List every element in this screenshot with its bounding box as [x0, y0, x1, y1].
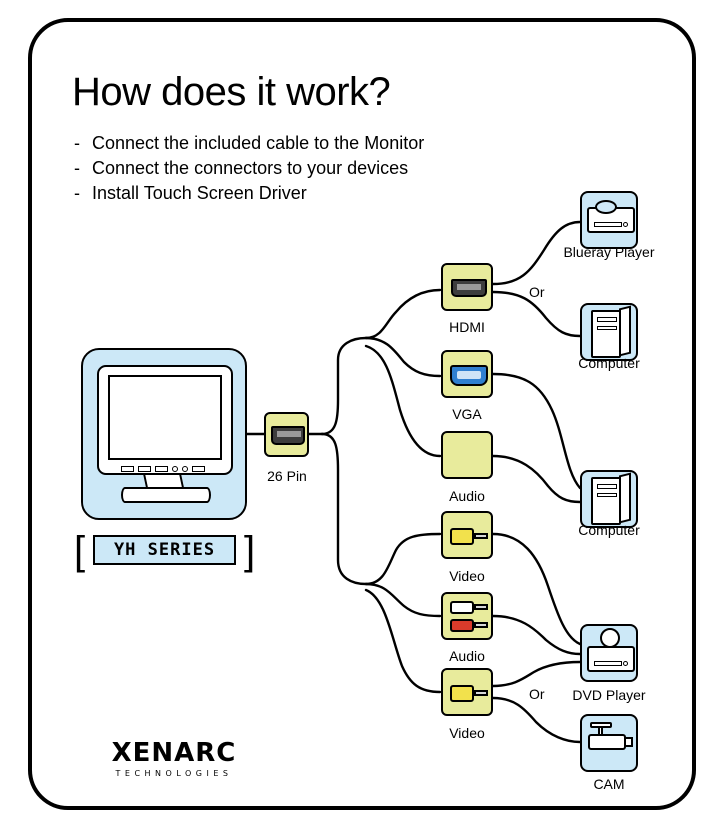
device-dvd-player-label: DVD Player [572, 687, 646, 703]
monitor-led [182, 466, 188, 472]
plug-26pin-icon [271, 426, 305, 445]
monitor-led [172, 466, 178, 472]
bullet-dash: - [74, 183, 80, 203]
list-item [74, 131, 554, 156]
bullet-text: Install Touch Screen Driver [92, 183, 307, 203]
monitor-stand-base [121, 487, 211, 503]
audio-plug-icon [443, 433, 491, 477]
brand-name: XENARC [111, 738, 237, 768]
instruction-list [74, 131, 554, 206]
device-computer-hdmi [580, 303, 638, 361]
bracket-left: [ [74, 529, 86, 573]
connector-video-bottom-label: Video [449, 725, 485, 741]
or-label-bottom: Or [529, 686, 545, 702]
connector-hdmi [441, 263, 493, 311]
page-title: How does it work? [72, 70, 391, 114]
device-cam [580, 714, 638, 772]
bracket-right: ] [244, 529, 256, 573]
vga-plug-icon [450, 365, 488, 386]
rca-yellow-icon [450, 528, 488, 545]
connector-video-bottom [441, 668, 493, 716]
or-label-top: Or [529, 284, 545, 300]
computer-tower-icon [591, 477, 621, 525]
device-cam-label: CAM [593, 776, 625, 792]
device-computer-hdmi-label: Computer [578, 355, 640, 371]
connector-audio-vga [441, 431, 493, 479]
monitor-bezel [97, 365, 233, 475]
connector-hdmi-label: HDMI [449, 319, 485, 335]
list-item [74, 181, 554, 206]
monitor-illustration [81, 348, 247, 520]
bullet-text: Connect the connectors to your devices [92, 158, 409, 178]
monitor-button-row [121, 464, 239, 474]
rca-white-icon [450, 601, 488, 618]
connector-26pin-label: 26 Pin [267, 468, 307, 484]
series-badge: YH SERIES [93, 535, 236, 565]
bullet-text: Connect the included cable to the Monitor [92, 133, 425, 153]
connector-vga [441, 350, 493, 398]
device-computer-vga-label: Computer [578, 522, 640, 538]
computer-tower-icon [591, 310, 621, 358]
connector-audio-rca [441, 592, 493, 640]
connector-video-top [441, 511, 493, 559]
dvd-player-icon [587, 646, 635, 672]
list-item [74, 156, 554, 181]
rca-red-icon [450, 619, 488, 636]
blueray-player-icon [587, 207, 635, 233]
device-dvd-player [580, 624, 638, 682]
camera-body-icon [588, 734, 626, 750]
connector-audio-vga-label: Audio [449, 488, 485, 504]
connector-audio-rca-label: Audio [449, 648, 485, 664]
brand-tagline: TECHNOLOGIES [115, 769, 233, 778]
monitor-button [121, 466, 134, 472]
connector-video-top-label: Video [449, 568, 485, 584]
monitor-button [155, 466, 168, 472]
rca-yellow-icon [450, 685, 488, 702]
camera-lens-icon [624, 737, 633, 747]
dvd-disc-icon [600, 628, 620, 648]
device-computer-vga [580, 470, 638, 528]
brand-logo [84, 740, 264, 778]
monitor-screen [108, 375, 222, 460]
connector-vga-label: VGA [452, 406, 482, 422]
monitor-button [192, 466, 205, 472]
bullet-dash: - [74, 158, 80, 178]
monitor-button [138, 466, 151, 472]
connector-26pin [264, 412, 309, 457]
hdmi-plug-icon [451, 279, 487, 297]
bullet-dash: - [74, 133, 80, 153]
device-blueray-player [580, 191, 638, 249]
device-blueray-player-label: Blueray Player [563, 244, 655, 260]
